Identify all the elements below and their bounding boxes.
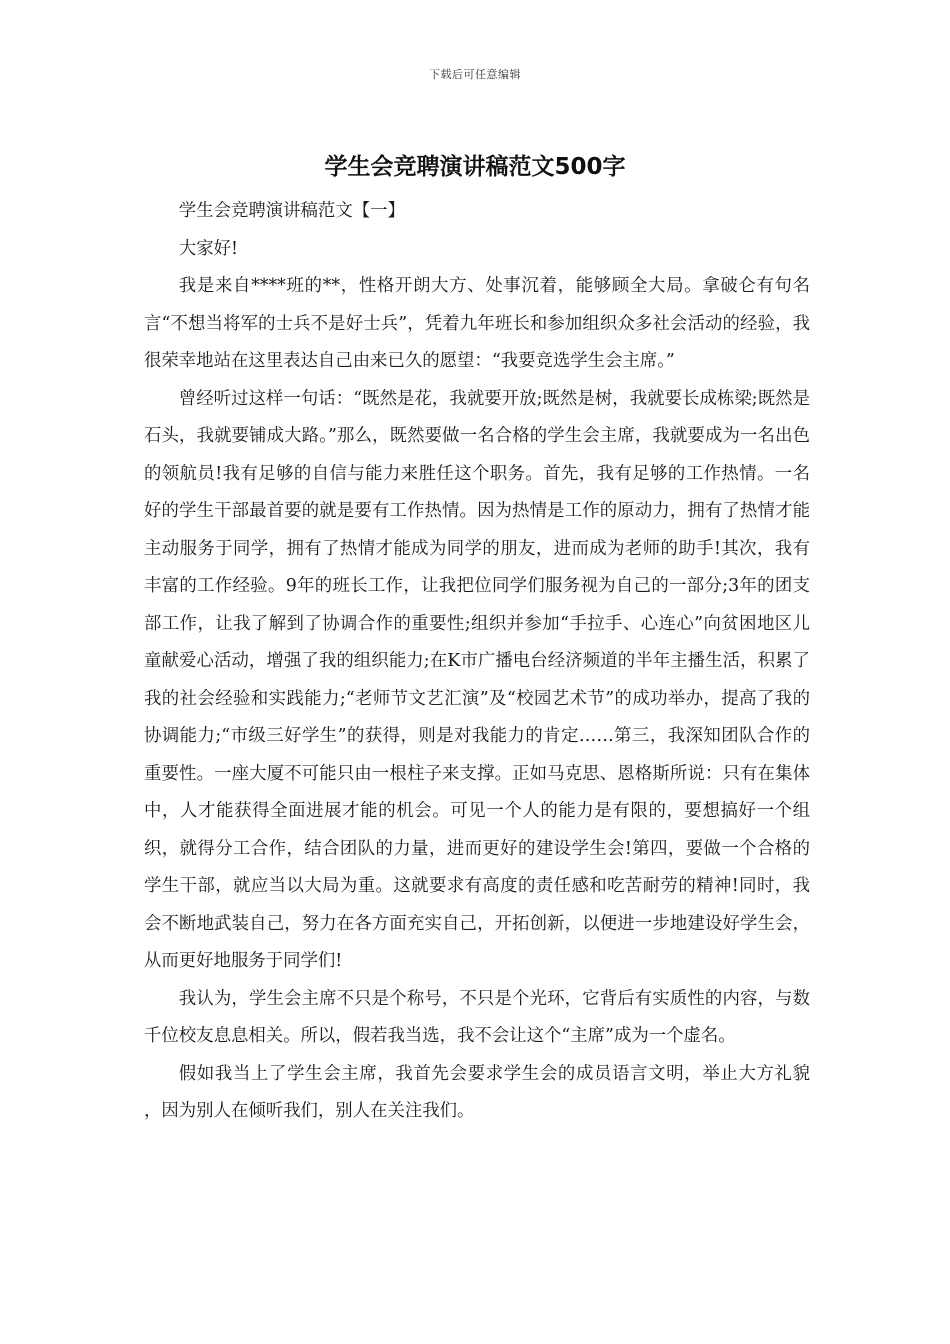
body-paragraph: 假如我当上了学生会主席，我首先会要求学生会的成员语言文明，举止大方礼貌 ，因为别人在倾听我们，别人在关注我们。: [144, 1063, 810, 1121]
header-note: 下载后可任意编辑: [429, 68, 521, 81]
section-heading: 学生会竞聘演讲稿范文【一】: [178, 201, 405, 221]
body-paragraph: 我是来自****班的**，性格开朗大方、处事沉着，能够顾全大局。拿破仑有句名言“不想当将军的士兵不是好士兵”，凭着九年班长和参加组织众多社会活动的经验，我很荣幸地站在这里表达自己由来已久的愿望：“我要竞选学生会主席。”: [144, 276, 810, 371]
body-paragraph: 我认为，学生会主席不只是个称号，不只是个光环，它背后有实质性的内容，与数千位校友息息相关。所以，假若我当选，我不会让这个“主席”成为一个虚名。: [144, 988, 810, 1046]
greeting-paragraph: 大家好!: [178, 238, 238, 259]
document-title: 学生会竞聘演讲稿范文500字: [324, 154, 626, 180]
body-paragraph: 曾经听过这样一句话：“既然是花，我就要开放;既然是树，我就要长成栋梁;既然是石头，我就要铺成大路。”那么，既然要做一名合格的学生会主席，我就要成为一名出色的领航员!我有足够的自信与能力来胜任这个职务。首先，我有足够的工作热情。一名好的学生干部最首要的就是要有工作热情。因为热情是工作的原动力，拥有了热情才能主动服务于同学，拥有了热情才能成为同学的朋友，进而成为老师的助手!其次，我有丰富的工作经验。9年的班长工作，让我把位同学们服务视为自己的一部分;3年的团支部工作，让我了解到了协调合作的重要性;组织并参加“手拉手、心连心”向贫困地区儿童献爱心活动，增强了我的组织能力;在K市广播电台经济频道的半年主播生活，积累了我的社会经验和实践能力;“老师节文艺汇演”及“校园艺术节”的成功举办，提高了我的协调能力;“市级三好学生”的获得，则是对我能力的肯定……第三，我深知团队合作的重要性。一座大厦不可能只由一根柱子来支撑。正如马克思、恩格斯所说：只有在集体中，人才能获得全面进展才能的机会。可见一个人的能力是有限的，要想搞好一个组织，就得分工合作，结合团队的力量，进而更好的建设学生会!第四，要做一个合格的学生干部，就应当以大局为重。这就要求有高度的责任感和吃苦耐劳的精神!同时，我会不断地武装自己，努力在各方面充实自己，开拓创新，以便进一步地建设好学生会，从而更好地服务于同学们!: [144, 388, 810, 971]
document-body: [144, 193, 810, 1131]
